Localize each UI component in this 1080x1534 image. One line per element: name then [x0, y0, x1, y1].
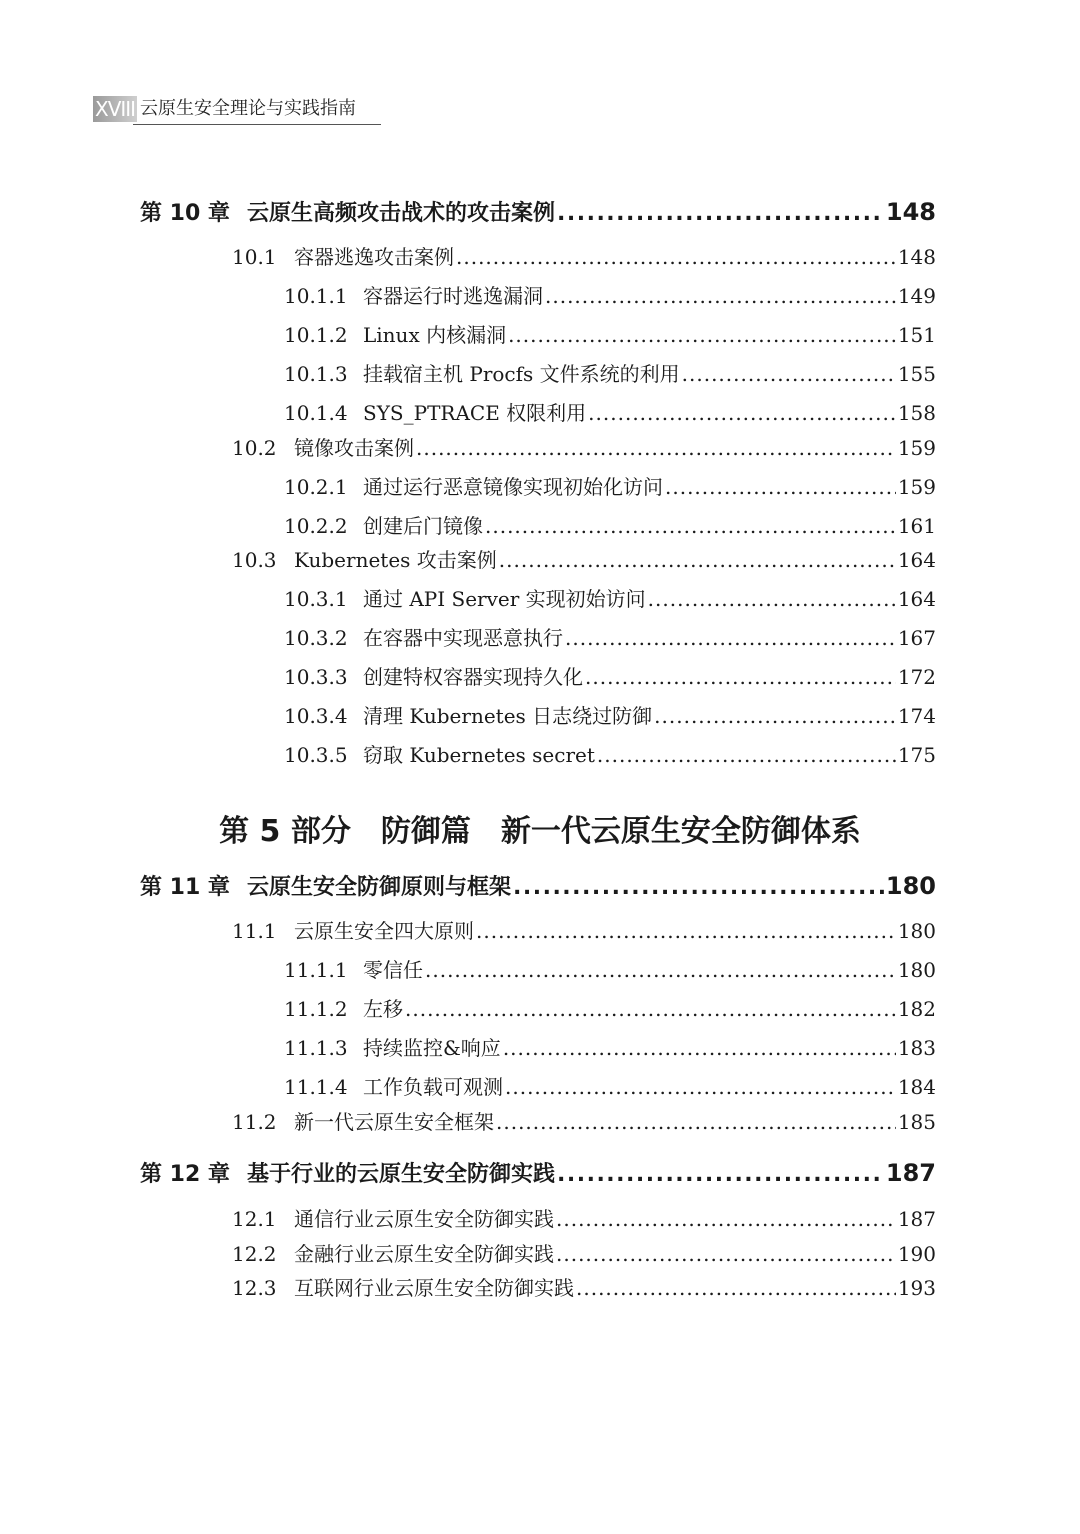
- toc-subsection-11-1-2[interactable]: [284, 993, 936, 1022]
- subsection-title: 通过 API Server 实现初始访问: [363, 587, 646, 611]
- chapter-title: 云原生高频攻击战术的攻击案例: [247, 201, 556, 226]
- toc-section-11-2[interactable]: [232, 1106, 936, 1135]
- part-heading: [0, 806, 1080, 850]
- subsection-number: 10.2.1: [284, 475, 348, 499]
- toc-subsection-10-3-2[interactable]: [284, 622, 936, 651]
- subsection-number: 10.1.4: [284, 401, 348, 425]
- page-number: 149: [897, 284, 936, 308]
- page-number-badge: XVIII: [95, 97, 136, 121]
- page-number: 151: [897, 323, 936, 347]
- page-number: 183: [897, 1036, 936, 1060]
- page-number: 180: [897, 958, 936, 982]
- subsection-title: 左移: [363, 997, 403, 1021]
- subsection-title: 窃取 Kubernetes secret: [363, 743, 595, 767]
- leader-dots: [496, 1110, 896, 1134]
- running-header: [93, 96, 381, 126]
- leader-dots: [499, 548, 896, 572]
- leader-dots: [557, 201, 884, 226]
- subsection-number: 10.3.2: [284, 626, 348, 650]
- header-rule: [133, 124, 381, 125]
- page-number: 193: [897, 1276, 936, 1300]
- page-number: 190: [897, 1242, 936, 1266]
- page-number: 167: [897, 626, 936, 650]
- toc-subsection-11-1-3[interactable]: [284, 1032, 936, 1061]
- section-title: 新一代云原生安全框架: [294, 1110, 494, 1134]
- toc-section-12-3[interactable]: [232, 1272, 936, 1301]
- page-number: 175: [897, 743, 936, 767]
- leader-dots: [545, 284, 896, 308]
- subsection-number: 10.3.5: [284, 743, 348, 767]
- section-title: 容器逃逸攻击案例: [294, 245, 454, 269]
- section-title: 通信行业云原生安全防御实践: [294, 1207, 554, 1231]
- leader-dots: [654, 704, 896, 728]
- subsection-title: 创建后门镜像: [363, 514, 483, 538]
- section-number: 10.2: [232, 436, 277, 460]
- leader-dots: [416, 436, 896, 460]
- subsection-title: 容器运行时逃逸漏洞: [363, 284, 543, 308]
- leader-dots: [503, 1036, 896, 1060]
- subsection-number: 10.1.3: [284, 362, 348, 386]
- toc-section-11-1[interactable]: [232, 915, 936, 944]
- leader-dots: [476, 919, 896, 943]
- page-number: 159: [897, 436, 936, 460]
- page-number: 187: [897, 1207, 936, 1231]
- book-title: 云原生安全理论与实践指南: [140, 98, 356, 119]
- toc-section-12-1[interactable]: [232, 1203, 936, 1232]
- part-name: 防御篇: [380, 814, 471, 849]
- chapter-title: 云原生安全防御原则与框架: [247, 875, 512, 900]
- toc-chapter-12[interactable]: [140, 1157, 936, 1188]
- leader-dots: [557, 1162, 884, 1187]
- leader-dots: [556, 1207, 896, 1231]
- subsection-number: 10.1.2: [284, 323, 348, 347]
- subsection-title: 通过运行恶意镜像实现初始化访问: [363, 475, 663, 499]
- chapter-number: 第 11 章: [140, 875, 230, 900]
- page-number: 155: [897, 362, 936, 386]
- subsection-number: 10.2.2: [284, 514, 348, 538]
- subsection-number: 11.1.1: [284, 958, 348, 982]
- toc-subsection-10-3-5[interactable]: [284, 739, 936, 768]
- leader-dots: [513, 875, 884, 900]
- leader-dots: [508, 323, 896, 347]
- leader-dots: [485, 514, 896, 538]
- toc-subsection-10-2-2[interactable]: [284, 510, 936, 539]
- section-number: 12.2: [232, 1242, 277, 1266]
- page-number: 182: [897, 997, 936, 1021]
- leader-dots: [405, 997, 896, 1021]
- subsection-title: 零信任: [363, 958, 423, 982]
- section-title: Kubernetes 攻击案例: [294, 548, 497, 572]
- subsection-number: 11.1.4: [284, 1075, 348, 1099]
- part-number: 第 5 部分: [219, 814, 351, 849]
- subsection-number: 10.3.1: [284, 587, 348, 611]
- page-number: 185: [897, 1110, 936, 1134]
- leader-dots: [682, 362, 896, 386]
- chapter-number: 第 12 章: [140, 1162, 230, 1187]
- toc-chapter-11[interactable]: [140, 870, 936, 901]
- toc-subsection-10-1-1[interactable]: [284, 280, 936, 309]
- page-number: 148: [897, 245, 936, 269]
- subsection-number: 11.1.3: [284, 1036, 348, 1060]
- subsection-title: 清理 Kubernetes 日志绕过防御: [363, 704, 653, 728]
- section-title: 镜像攻击案例: [294, 436, 414, 460]
- leader-dots: [576, 1276, 896, 1300]
- toc-subsection-10-3-4[interactable]: [284, 700, 936, 729]
- subsection-title: 工作负载可观测: [363, 1075, 503, 1099]
- section-number: 12.3: [232, 1276, 277, 1300]
- section-number: 10.3: [232, 548, 277, 572]
- leader-dots: [648, 587, 896, 611]
- subsection-number: 10.3.4: [284, 704, 348, 728]
- section-number: 11.1: [232, 919, 277, 943]
- page-number: 161: [897, 514, 936, 538]
- subsection-title: SYS_PTRACE 权限利用: [363, 401, 587, 425]
- toc-section-10-2[interactable]: [232, 432, 936, 461]
- subsection-title: 在容器中实现恶意执行: [363, 626, 563, 650]
- page-number: 164: [897, 548, 936, 572]
- toc-subsection-11-1-4[interactable]: [284, 1071, 936, 1100]
- toc-subsection-10-1-4[interactable]: [284, 397, 936, 426]
- toc-section-10-1[interactable]: [232, 241, 936, 270]
- page-number: 180: [885, 872, 936, 900]
- subsection-title: 持续监控&响应: [363, 1036, 501, 1060]
- page-number: 180: [897, 919, 936, 943]
- subsection-number: 10.1.1: [284, 284, 348, 308]
- leader-dots: [585, 665, 896, 689]
- toc-subsection-10-3-3[interactable]: [284, 661, 936, 690]
- page-number: 164: [897, 587, 936, 611]
- subsection-title: 挂载宿主机 Procfs 文件系统的利用: [363, 362, 680, 386]
- toc-subsection-10-2-1[interactable]: [284, 471, 936, 500]
- section-title: 云原生安全四大原则: [294, 919, 474, 943]
- toc-section-12-2[interactable]: [232, 1238, 936, 1267]
- page-number: 158: [897, 401, 936, 425]
- section-number: 10.1: [232, 245, 277, 269]
- leader-dots: [505, 1075, 896, 1099]
- leader-dots: [665, 475, 896, 499]
- chapter-title: 基于行业的云原生安全防御实践: [247, 1162, 556, 1187]
- toc-chapter-10[interactable]: [140, 196, 936, 227]
- toc-subsection-10-1-3[interactable]: [284, 358, 936, 387]
- section-number: 11.2: [232, 1110, 277, 1134]
- page-number: 174: [897, 704, 936, 728]
- chapter-number: 第 10 章: [140, 201, 230, 226]
- toc-section-10-3[interactable]: [232, 544, 936, 573]
- section-title: 金融行业云原生安全防御实践: [294, 1242, 554, 1266]
- part-title: 新一代云原生安全防御体系: [500, 814, 861, 849]
- section-title: 互联网行业云原生安全防御实践: [294, 1276, 574, 1300]
- toc-subsection-10-1-2[interactable]: [284, 319, 936, 348]
- subsection-number: 11.1.2: [284, 997, 348, 1021]
- page-number: 159: [897, 475, 936, 499]
- toc-subsection-11-1-1[interactable]: [284, 954, 936, 983]
- page-number: 148: [885, 198, 936, 226]
- section-number: 12.1: [232, 1207, 277, 1231]
- page-number: 172: [897, 665, 936, 689]
- leader-dots: [597, 743, 896, 767]
- leader-dots: [556, 1242, 896, 1266]
- subsection-number: 10.3.3: [284, 665, 348, 689]
- subsection-title: Linux 内核漏洞: [363, 323, 507, 347]
- page-number: 184: [897, 1075, 936, 1099]
- leader-dots: [456, 245, 896, 269]
- page-number: 187: [885, 1159, 936, 1187]
- leader-dots: [565, 626, 896, 650]
- leader-dots: [425, 958, 896, 982]
- subsection-title: 创建特权容器实现持久化: [363, 665, 583, 689]
- toc-subsection-10-3-1[interactable]: [284, 583, 936, 612]
- leader-dots: [588, 401, 896, 425]
